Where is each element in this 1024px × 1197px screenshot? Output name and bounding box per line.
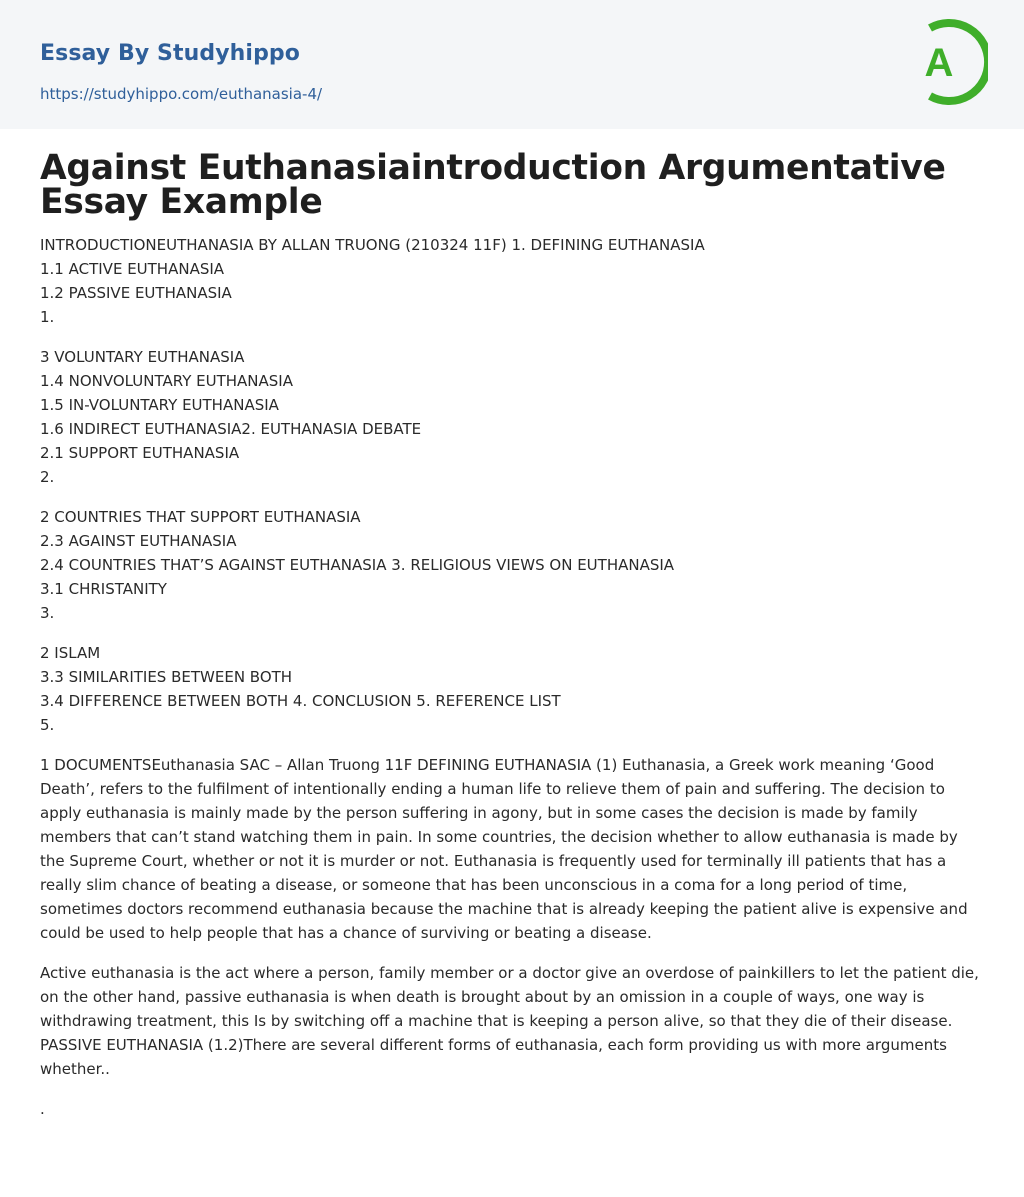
essay-content <box>0 129 1024 1121</box>
toc-line: 1.6 INDIRECT EUTHANASIA2. EUTHANASIA DEBATE <box>40 420 422 438</box>
brand-title[interactable]: Essay By Studyhippo <box>40 41 300 66</box>
toc-line: 2. <box>40 468 55 486</box>
toc-line: 3 VOLUNTARY EUTHANASIA <box>40 348 245 366</box>
toc-block-2 <box>40 345 984 489</box>
essay-paragraph: Active euthanasia is the act where a person, family member or a doctor give an overdose of painkillers to let the patient die, on the other hand, passive euthanasia is when death is brought about by an omission in a couple of ways, one way is withdrawing treatment, this Is by switching off a machine that is keeping a person alive, so that they die of their disease. PASSIVE EUTHANASIA (1.2)There are several different forms of euthanasia, each form providing us with more arguments whether.. <box>40 964 979 1078</box>
studyhippo-logo-icon[interactable] <box>904 18 988 106</box>
toc-block-3 <box>40 505 984 625</box>
toc-line: 2.1 SUPPORT EUTHANASIA <box>40 444 240 462</box>
toc-line: 1.1 ACTIVE EUTHANASIA <box>40 260 225 278</box>
toc-line: 2.3 AGAINST EUTHANASIA <box>40 532 237 550</box>
essay-paragraph: 1 DOCUMENTSEuthanasia SAC – Allan Truong 11F DEFINING EUTHANASIA (1) Euthanasia, a Greek work meaning ‘Good Death’, refers to the fulfilment of intentionally ending a human life to relieve them of pain and suffering. The decision to apply euthanasia is mainly made by the person suffering in agony, but in some cases the decision is made by family members that can’t stand watching them in pain. In some countries, the decision whether to allow euthanasia is made by the Supreme Court, whether or not it is murder or not. Euthanasia is frequently used for terminally ill patients that has a really slim chance of beating a disease, or someone that has been unconscious in a coma for a long period of time, sometimes doctors recommend euthanasia because the machine that is already keeping the patient alive is expensive and could be used to help people that has a chance of surviving or beating a disease. <box>40 756 968 942</box>
toc-line: 5. <box>40 716 55 734</box>
toc-line: 1. <box>40 308 55 326</box>
toc-line: 3.3 SIMILARITIES BETWEEN BOTH <box>40 668 293 686</box>
toc-block-1 <box>40 233 984 329</box>
toc-line: 1.2 PASSIVE EUTHANASIA <box>40 284 232 302</box>
essay-url-link[interactable]: https://studyhippo.com/euthanasia-4/ <box>40 85 323 103</box>
toc-line: 2 ISLAM <box>40 644 101 662</box>
toc-line: 2 COUNTRIES THAT SUPPORT EUTHANASIA <box>40 508 361 526</box>
toc-line: 1.4 NONVOLUNTARY EUTHANASIA <box>40 372 293 390</box>
essay-title: Against Euthanasiaintroduction Argumentative Essay Example <box>40 148 946 222</box>
toc-line: 2.4 COUNTRIES THAT’S AGAINST EUTHANASIA 3. RELIGIOUS VIEWS ON EUTHANASIA <box>40 556 675 574</box>
toc-line: 3.4 DIFFERENCE BETWEEN BOTH 4. CONCLUSION 5. REFERENCE LIST <box>40 692 561 710</box>
toc-line: INTRODUCTIONEUTHANASIA BY ALLAN TRUONG (210324 11F) 1. DEFINING EUTHANASIA <box>40 236 705 254</box>
toc-block-4 <box>40 641 984 737</box>
toc-line: 3. <box>40 604 55 622</box>
logo-letter: A <box>924 41 954 85</box>
toc-line: 3.1 CHRISTANITY <box>40 580 167 598</box>
essay-paragraph-ellipsis: . <box>40 1100 45 1118</box>
site-header <box>0 0 1024 129</box>
toc-line: 1.5 IN-VOLUNTARY EUTHANASIA <box>40 396 279 414</box>
